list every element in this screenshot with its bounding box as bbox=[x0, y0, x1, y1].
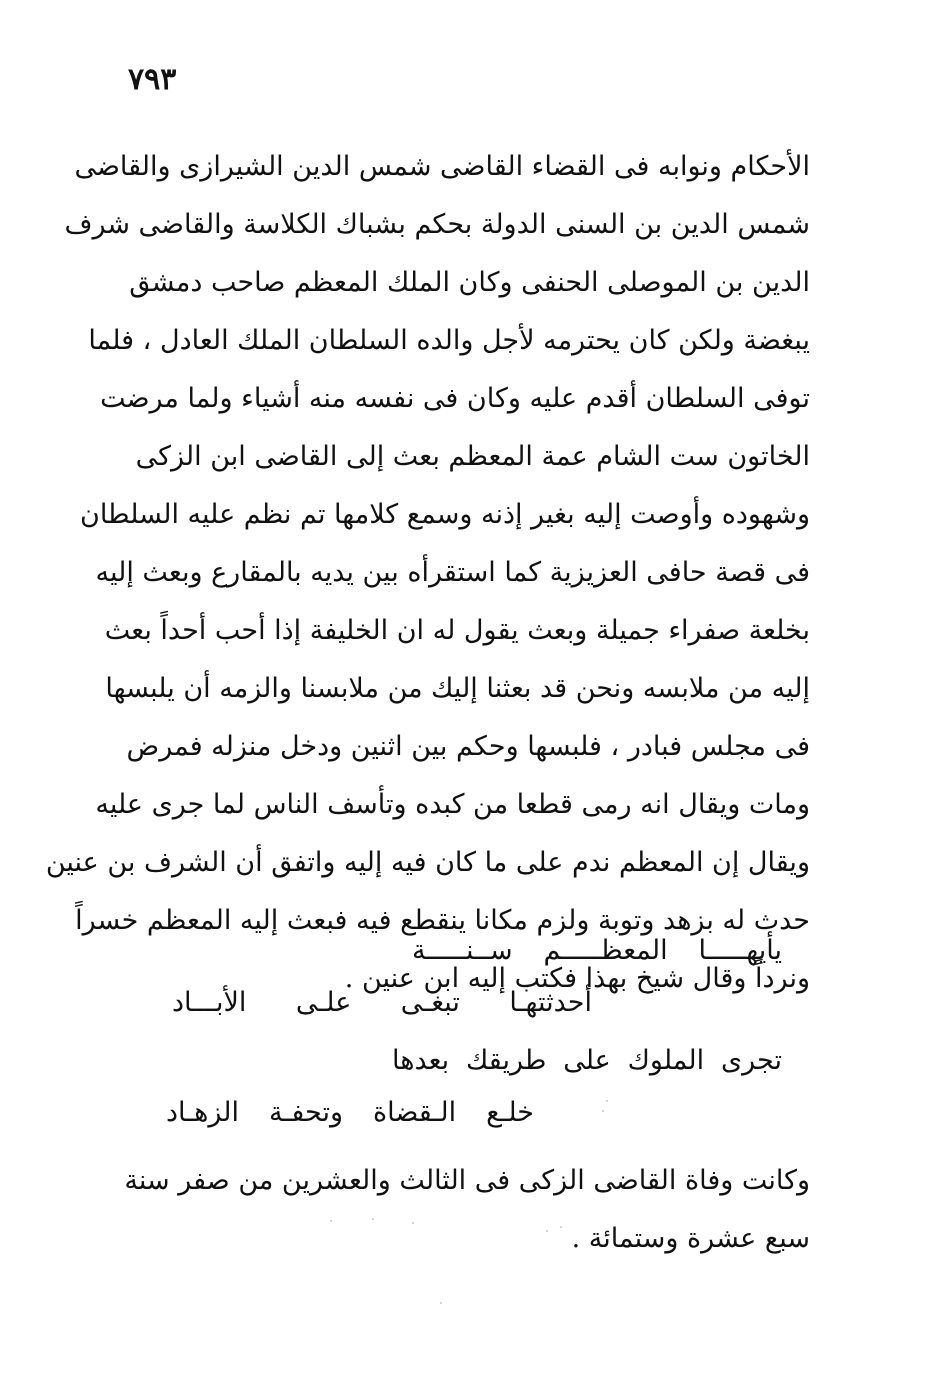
text-line: إليه من ملابسه ونحن قد بعثنا إليك من ملابسنا والزمه أن يلبسها bbox=[105, 673, 810, 704]
text-line: توفى السلطان أقدم عليه وكان فى نفسه منه أشياء ولما مرضت bbox=[100, 383, 810, 414]
text-line: فى مجلس فبادر ، فلبسها وحكم بين اثنين ودخل منزله فمرض bbox=[126, 731, 810, 762]
poem-verse-2-second-hemistich: خلـع الـقضاة وتحفـة الزهـاد bbox=[166, 1097, 534, 1128]
text-line: وشهوده وأوصت إليه بغير إذنه وسمع كلامها تم نظم عليه السلطان bbox=[79, 499, 810, 530]
poem-verse-1-second-hemistich: أحدثتهـا تبغـى علـى الأبـــاد bbox=[172, 987, 592, 1018]
scan-speck bbox=[330, 1220, 332, 1222]
text-line: حدث له بزهد وتوبة ولزم مكانا ينقطع فيه فبعث إليه المعظم خسراً bbox=[75, 905, 810, 936]
text-line: الخاتون ست الشام عمة المعظم بعث إلى القاضى ابن الزكى bbox=[135, 441, 810, 472]
poem-verse-1-first-hemistich: يأيهـــــا المعظـــــم ســنـــــة bbox=[412, 935, 782, 966]
text-line: ومات ويقال انه رمى قطعا من كبده وتأسف الناس لما جرى عليه bbox=[95, 789, 810, 820]
main-paragraph bbox=[45, 138, 810, 1008]
text-line: وكانت وفاة القاضى الزكى فى الثالث والعشرين من صفر سنة bbox=[124, 1165, 810, 1196]
text-line: سبع عشرة وستمائة . bbox=[571, 1223, 810, 1254]
closing-paragraph bbox=[124, 1152, 810, 1268]
scan-speck bbox=[372, 1218, 374, 1220]
scan-speck bbox=[560, 1226, 562, 1228]
page-number: ٧٩٣ bbox=[128, 62, 177, 97]
poem bbox=[160, 922, 792, 1128]
scan-speck bbox=[606, 1100, 608, 1102]
text-line: شمس الدين بن السنى الدولة بحكم بشباك الكلاسة والقاضى شرف bbox=[64, 209, 810, 240]
scan-speck bbox=[602, 1110, 604, 1112]
text-line: فى قصة حافى العزيزية كما استقرأه بين يديه بالمقارع وبعث إليه bbox=[95, 557, 810, 588]
poem-verse-2-first-hemistich: تجرى الملوك على طريقك بعدها bbox=[392, 1045, 782, 1076]
text-line: يبغضة ولكن كان يحترمه لأجل والده السلطان الملك العادل ، فلما bbox=[88, 325, 810, 356]
scan-speck bbox=[440, 1302, 442, 1304]
scan-speck bbox=[412, 1222, 414, 1224]
text-line: بخلعة صفراء جميلة وبعث يقول له ان الخليفة إذا أحب أحداً بعث bbox=[104, 615, 810, 646]
text-line: ونرداً وقال شيخ بهذا فكتب إليه ابن عنين . bbox=[344, 963, 810, 994]
text-line: ويقال إن المعظم ندم على ما كان فيه إليه واتفق أن الشرف بن عنين bbox=[45, 847, 810, 878]
text-line: الدين بن الموصلى الحنفى وكان الملك المعظم صاحب دمشق bbox=[129, 267, 810, 298]
poem-verses bbox=[160, 922, 792, 1128]
text-line: الأحكام ونوابه فى القضاء القاضى شمس الدين الشيرازى والقاضى bbox=[74, 151, 810, 182]
scan-speck bbox=[546, 1230, 548, 1232]
